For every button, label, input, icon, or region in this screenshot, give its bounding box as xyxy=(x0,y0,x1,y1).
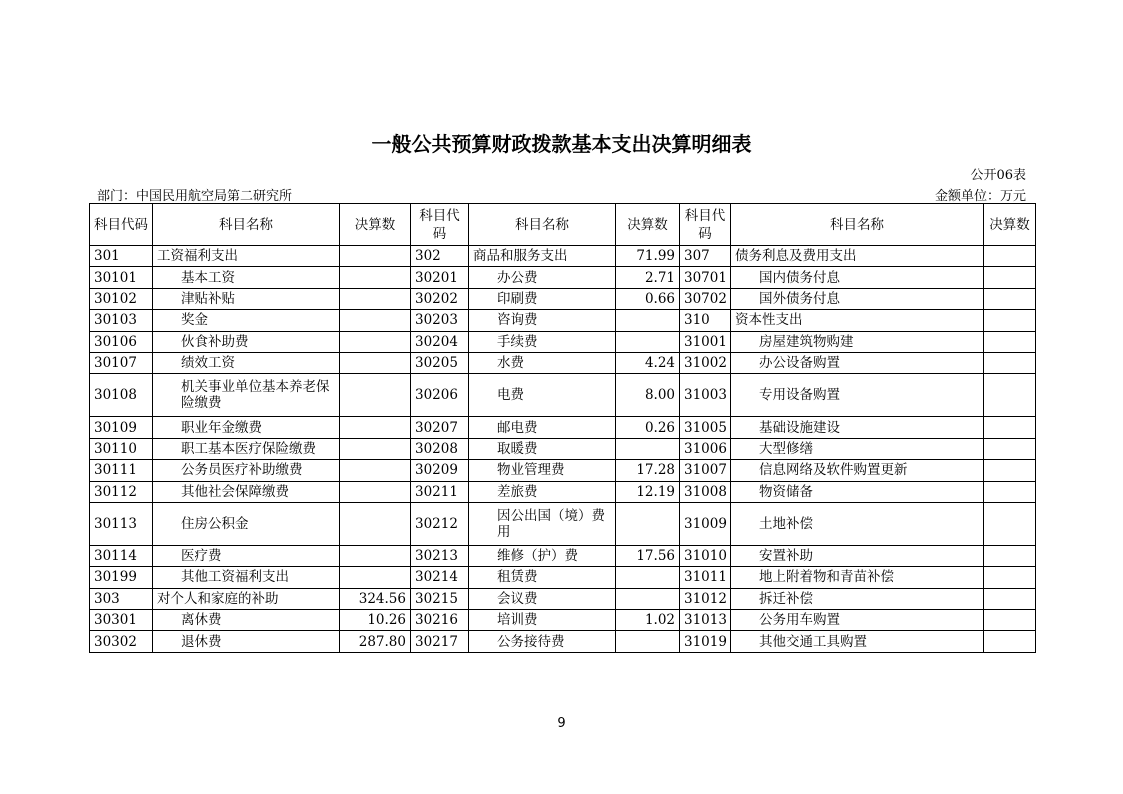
code-cell: 30205 xyxy=(411,352,469,373)
code-cell: 30110 xyxy=(90,438,153,459)
header-name-2: 科目名称 xyxy=(469,204,616,246)
code-cell: 30212 xyxy=(411,502,469,545)
name-cell: 地上附着物和青苗补偿 xyxy=(731,567,984,588)
code-cell: 30208 xyxy=(411,438,469,459)
amount-cell xyxy=(984,417,1036,438)
code-cell: 31011 xyxy=(680,567,731,588)
name-cell: 办公设备购置 xyxy=(731,352,984,373)
name-cell: 电费 xyxy=(469,374,616,417)
header-code-2: 科目代码 xyxy=(411,204,469,246)
name-cell: 医疗费 xyxy=(153,545,340,566)
code-cell: 30217 xyxy=(411,631,469,652)
header-name-3: 科目名称 xyxy=(731,204,984,246)
code-cell: 30103 xyxy=(90,310,153,331)
amount-cell xyxy=(984,588,1036,609)
page-title: 一般公共预算财政拨款基本支出决算明细表 xyxy=(371,132,752,156)
code-cell: 31003 xyxy=(680,374,731,417)
amount-cell: 4.24 xyxy=(616,352,680,373)
header-code-3: 科目代码 xyxy=(680,204,731,246)
name-cell: 绩效工资 xyxy=(153,352,340,373)
amount-cell: 8.00 xyxy=(616,374,680,417)
amount-cell xyxy=(984,374,1036,417)
code-cell: 30114 xyxy=(90,545,153,566)
amount-cell xyxy=(340,481,411,502)
amount-cell xyxy=(616,310,680,331)
code-cell: 31006 xyxy=(680,438,731,459)
code-cell: 31012 xyxy=(680,588,731,609)
name-cell: 基础设施建设 xyxy=(731,417,984,438)
table-row xyxy=(90,352,1036,373)
amount-cell xyxy=(984,246,1036,267)
name-cell: 债务利息及费用支出 xyxy=(731,246,984,267)
header-code-1: 科目代码 xyxy=(90,204,153,246)
name-cell: 住房公积金 xyxy=(153,502,340,545)
table-row xyxy=(90,567,1036,588)
amount-cell xyxy=(340,502,411,545)
header-name-1: 科目名称 xyxy=(153,204,340,246)
name-cell: 办公费 xyxy=(469,267,616,288)
amount-cell xyxy=(616,567,680,588)
code-cell: 31019 xyxy=(680,631,731,652)
code-cell: 31007 xyxy=(680,460,731,481)
amount-cell xyxy=(984,545,1036,566)
code-cell: 30106 xyxy=(90,331,153,352)
table-row xyxy=(90,310,1036,331)
name-cell: 津贴补贴 xyxy=(153,288,340,309)
amount-cell xyxy=(340,352,411,373)
department-label: 部门：中国民用航空局第二研究所 xyxy=(97,189,293,204)
amount-cell xyxy=(340,545,411,566)
amount-cell xyxy=(340,267,411,288)
code-cell: 31010 xyxy=(680,545,731,566)
name-cell: 公务用车购置 xyxy=(731,610,984,631)
amount-cell xyxy=(984,567,1036,588)
amount-cell: 0.66 xyxy=(616,288,680,309)
code-cell: 30101 xyxy=(90,267,153,288)
name-cell: 维修（护）费 xyxy=(469,545,616,566)
code-cell: 30302 xyxy=(90,631,153,652)
name-cell: 会议费 xyxy=(469,588,616,609)
amount-cell: 2.71 xyxy=(616,267,680,288)
code-cell: 30111 xyxy=(90,460,153,481)
code-cell: 31001 xyxy=(680,331,731,352)
name-cell: 专用设备购置 xyxy=(731,374,984,417)
name-cell: 租赁费 xyxy=(469,567,616,588)
code-cell: 30209 xyxy=(411,460,469,481)
code-cell: 30102 xyxy=(90,288,153,309)
name-cell: 印刷费 xyxy=(469,288,616,309)
name-cell: 信息网络及软件购置更新 xyxy=(731,460,984,481)
code-cell: 30199 xyxy=(90,567,153,588)
amount-cell xyxy=(984,610,1036,631)
code-cell: 30211 xyxy=(411,481,469,502)
code-cell: 31009 xyxy=(680,502,731,545)
table-row xyxy=(90,246,1036,267)
amount-cell xyxy=(984,267,1036,288)
amount-cell: 1.02 xyxy=(616,610,680,631)
code-cell: 30109 xyxy=(90,417,153,438)
name-cell: 职业年金缴费 xyxy=(153,417,340,438)
code-cell: 30701 xyxy=(680,267,731,288)
table-header-row xyxy=(90,204,1036,246)
code-cell: 30201 xyxy=(411,267,469,288)
amount-cell: 17.28 xyxy=(616,460,680,481)
amount-cell xyxy=(340,331,411,352)
amount-cell: 71.99 xyxy=(616,246,680,267)
amount-cell: 12.19 xyxy=(616,481,680,502)
name-cell: 公务员医疗补助缴费 xyxy=(153,460,340,481)
table-row xyxy=(90,481,1036,502)
table-row xyxy=(90,374,1036,417)
name-cell: 职工基本医疗保险缴费 xyxy=(153,438,340,459)
code-cell: 30213 xyxy=(411,545,469,566)
header-amount-1: 决算数 xyxy=(340,204,411,246)
name-cell: 公务接待费 xyxy=(469,631,616,652)
amount-cell xyxy=(616,588,680,609)
code-cell: 31008 xyxy=(680,481,731,502)
name-cell: 国外债务付息 xyxy=(731,288,984,309)
amount-cell xyxy=(984,631,1036,652)
name-cell: 资本性支出 xyxy=(731,310,984,331)
code-cell: 30113 xyxy=(90,502,153,545)
expenditure-table xyxy=(89,203,1036,653)
name-cell: 国内债务付息 xyxy=(731,267,984,288)
name-cell: 对个人和家庭的补助 xyxy=(153,588,340,609)
code-cell: 310 xyxy=(680,310,731,331)
amount-cell xyxy=(340,460,411,481)
amount-cell xyxy=(340,438,411,459)
name-cell: 房屋建筑物购建 xyxy=(731,331,984,352)
amount-cell xyxy=(984,438,1036,459)
table-row xyxy=(90,417,1036,438)
amount-cell xyxy=(340,374,411,417)
code-cell: 30216 xyxy=(411,610,469,631)
table-row xyxy=(90,331,1036,352)
amount-cell xyxy=(984,288,1036,309)
name-cell: 因公出国（境）费用 xyxy=(469,502,616,545)
name-cell: 退休费 xyxy=(153,631,340,652)
code-cell: 30214 xyxy=(411,567,469,588)
amount-cell xyxy=(984,502,1036,545)
amount-cell xyxy=(984,460,1036,481)
name-cell: 其他工资福利支出 xyxy=(153,567,340,588)
name-cell: 咨询费 xyxy=(469,310,616,331)
code-cell: 30108 xyxy=(90,374,153,417)
code-cell: 30207 xyxy=(411,417,469,438)
code-cell: 30301 xyxy=(90,610,153,631)
code-cell: 31002 xyxy=(680,352,731,373)
amount-cell xyxy=(616,631,680,652)
name-cell: 培训费 xyxy=(469,610,616,631)
header-amount-3: 决算数 xyxy=(984,204,1036,246)
name-cell: 物业管理费 xyxy=(469,460,616,481)
amount-cell xyxy=(616,331,680,352)
table-row xyxy=(90,631,1036,652)
table-row xyxy=(90,502,1036,545)
name-cell: 水费 xyxy=(469,352,616,373)
amount-unit-label: 金额单位：万元 xyxy=(934,189,1026,204)
table-row xyxy=(90,267,1036,288)
code-cell: 30702 xyxy=(680,288,731,309)
amount-cell: 10.26 xyxy=(340,610,411,631)
amount-cell: 324.56 xyxy=(340,588,411,609)
code-cell: 301 xyxy=(90,246,153,267)
amount-cell xyxy=(340,567,411,588)
table-row xyxy=(90,460,1036,481)
amount-cell: 17.56 xyxy=(616,545,680,566)
amount-cell xyxy=(616,502,680,545)
amount-cell: 0.26 xyxy=(616,417,680,438)
amount-cell xyxy=(984,481,1036,502)
name-cell: 机关事业单位基本养老保险缴费 xyxy=(153,374,340,417)
amount-cell xyxy=(984,310,1036,331)
name-cell: 伙食补助费 xyxy=(153,331,340,352)
amount-cell xyxy=(340,417,411,438)
code-cell: 31013 xyxy=(680,610,731,631)
amount-cell xyxy=(340,310,411,331)
name-cell: 商品和服务支出 xyxy=(469,246,616,267)
form-number: 公开06表 xyxy=(970,168,1026,183)
name-cell: 离休费 xyxy=(153,610,340,631)
table-row xyxy=(90,438,1036,459)
name-cell: 工资福利支出 xyxy=(153,246,340,267)
code-cell: 30107 xyxy=(90,352,153,373)
table-row xyxy=(90,610,1036,631)
table-row xyxy=(90,588,1036,609)
code-cell: 30203 xyxy=(411,310,469,331)
code-cell: 307 xyxy=(680,246,731,267)
name-cell: 基本工资 xyxy=(153,267,340,288)
name-cell: 手续费 xyxy=(469,331,616,352)
amount-cell: 287.80 xyxy=(340,631,411,652)
amount-cell xyxy=(616,438,680,459)
table-row xyxy=(90,288,1036,309)
code-cell: 30202 xyxy=(411,288,469,309)
header-amount-2: 决算数 xyxy=(616,204,680,246)
name-cell: 拆迁补偿 xyxy=(731,588,984,609)
amount-cell xyxy=(984,331,1036,352)
name-cell: 物资储备 xyxy=(731,481,984,502)
name-cell: 邮电费 xyxy=(469,417,616,438)
amount-cell xyxy=(340,246,411,267)
name-cell: 土地补偿 xyxy=(731,502,984,545)
code-cell: 30204 xyxy=(411,331,469,352)
name-cell: 安置补助 xyxy=(731,545,984,566)
code-cell: 303 xyxy=(90,588,153,609)
code-cell: 31005 xyxy=(680,417,731,438)
name-cell: 其他交通工具购置 xyxy=(731,631,984,652)
name-cell: 取暖费 xyxy=(469,438,616,459)
amount-cell xyxy=(984,352,1036,373)
code-cell: 30112 xyxy=(90,481,153,502)
name-cell: 差旅费 xyxy=(469,481,616,502)
code-cell: 30215 xyxy=(411,588,469,609)
name-cell: 其他社会保障缴费 xyxy=(153,481,340,502)
name-cell: 大型修缮 xyxy=(731,438,984,459)
code-cell: 302 xyxy=(411,246,469,267)
code-cell: 30206 xyxy=(411,374,469,417)
page-number: 9 xyxy=(557,716,566,731)
table-row xyxy=(90,545,1036,566)
amount-cell xyxy=(340,288,411,309)
name-cell: 奖金 xyxy=(153,310,340,331)
